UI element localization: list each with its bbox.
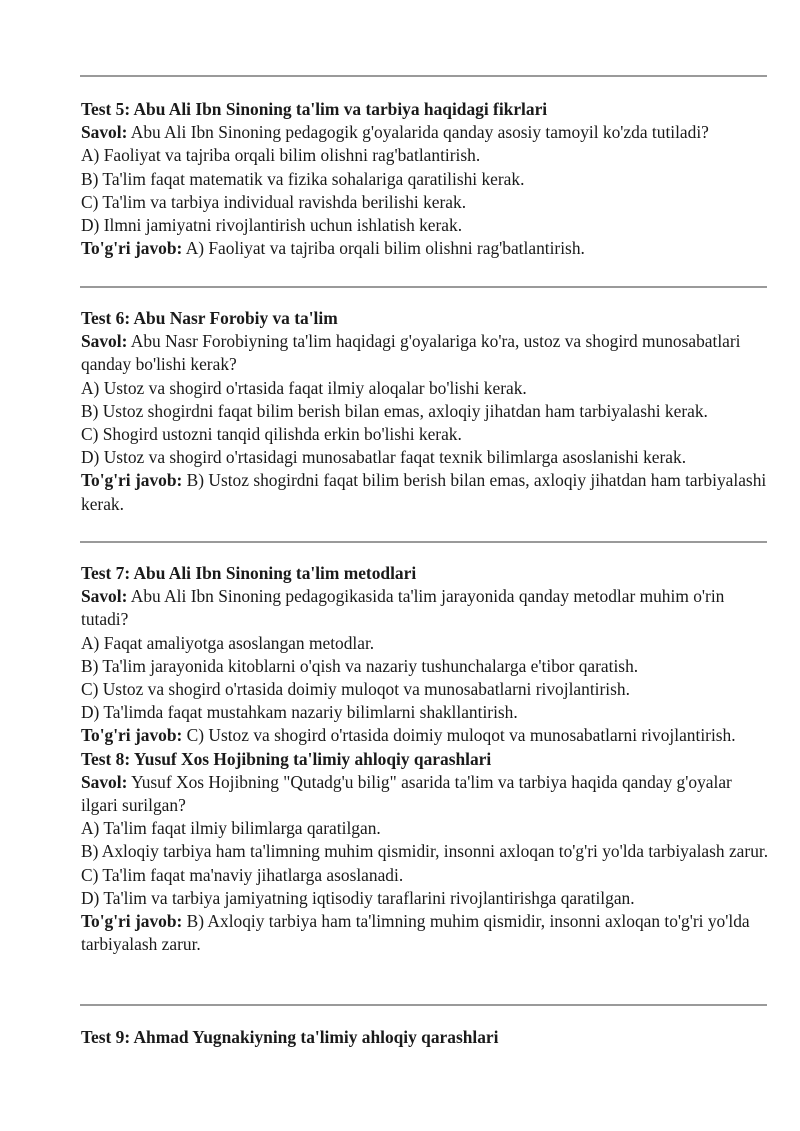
test-title: Test 9: Ahmad Yugnakiyning ta'limiy ahloqiy qarashlari — [81, 1027, 499, 1047]
option-d: D) Ustoz va shogird o'rtasidagi munosabatlar faqat texnik bilimlarga asoslanishi kerak. — [81, 447, 687, 468]
divider — [80, 541, 767, 543]
option-a: A) Ustoz va shogird o'rtasida faqat ilmiy aloqalar bo'lishi kerak. — [81, 377, 527, 398]
test-6-block — [81, 307, 771, 516]
correct-answer-text: A) Faoliyat va tajriba orqali bilim olishni rag'batlantirish. — [185, 238, 585, 259]
correct-answer-label: To'g'ri javob: — [81, 911, 183, 932]
divider — [80, 1004, 767, 1006]
question-text: Abu Nasr Forobiyning ta'lim haqidagi g'oyalariga ko'ra, ustoz va shogird munosabatlari qanday bo'lishi kerak? — [81, 331, 741, 375]
question — [81, 771, 771, 817]
correct-answer-label: To'g'ri javob: — [81, 238, 183, 259]
question — [81, 330, 771, 376]
correct-answer — [81, 910, 771, 956]
correct-answer — [81, 724, 771, 747]
divider — [80, 286, 767, 288]
option-a: A) Faqat amaliyotga asoslangan metodlar. — [81, 632, 375, 653]
test-title: Test 7: Abu Ali Ibn Sinoning ta'lim metodlari — [81, 563, 417, 583]
option-a: A) Faoliyat va tajriba orqali bilim olishni rag'batlantirish. — [81, 145, 481, 166]
option-b: B) Ustoz shogirdni faqat bilim berish bilan emas, axloqiy jihatdan ham tarbiyalashi kerak. — [81, 400, 708, 421]
option-c: C) Shogird ustozni tanqid qilishda erkin bo'lishi kerak. — [81, 424, 462, 445]
test-title: Test 8: Yusuf Xos Hojibning ta'limiy ahloqiy qarashlari — [81, 748, 492, 769]
option-a: A) Ta'lim faqat ilmiy bilimlarga qaratilgan. — [81, 818, 381, 839]
option-b: B) Ta'lim jarayonida kitoblarni o'qish va nazariy tushunchalarga e'tibor qaratish. — [81, 655, 639, 676]
correct-answer — [81, 469, 771, 515]
correct-answer-text: B) Axloqiy tarbiya ham ta'limning muhim qismidir, insonni axloqan to'g'ri yo'lda tarbiyalash zarur. — [81, 911, 750, 955]
correct-answer-text: B) Ustoz shogirdni faqat bilim berish bilan emas, axloqiy jihatdan ham tarbiyalashi kerak. — [81, 470, 767, 514]
test-7-block — [81, 562, 771, 956]
option-d: D) Ilmni jamiyatni rivojlantirish uchun ishlatish kerak. — [81, 215, 463, 236]
correct-answer-label: To'g'ri javob: — [81, 470, 183, 491]
question — [81, 121, 771, 144]
question-text: Yusuf Xos Hojibning "Qutadg'u bilig" asarida ta'lim va tarbiya haqida qanday g'oyalar ilgari surilgan? — [81, 771, 732, 816]
correct-answer-label: To'g'ri javob: — [81, 725, 183, 746]
correct-answer — [81, 237, 771, 260]
option-b: B) Axloqiy tarbiya ham ta'limning muhim qismidir, insonni axloqan to'g'ri yo'lda tarbiyalash zarur. — [81, 841, 769, 862]
question-label: Savol: — [81, 331, 128, 352]
question-text: Abu Ali Ibn Sinoning pedagogik g'oyalarida qanday asosiy tamoyil ko'zda tutiladi? — [130, 122, 709, 143]
test-5-block — [81, 98, 771, 260]
question-label: Savol: — [81, 771, 128, 792]
option-c: C) Ta'lim va tarbiya individual ravishda berilishi kerak. — [81, 191, 467, 212]
divider — [80, 75, 767, 77]
test-title: Test 6: Abu Nasr Forobiy va ta'lim — [81, 308, 338, 328]
question — [81, 585, 771, 631]
option-b: B) Ta'lim faqat matematik va fizika sohalariga qaratilishi kerak. — [81, 168, 525, 189]
correct-answer-text: C) Ustoz va shogird o'rtasida doimiy muloqot va munosabatlarni rivojlantirish. — [186, 725, 736, 746]
option-c: C) Ustoz va shogird o'rtasida doimiy muloqot va munosabatlarni rivojlantirish. — [81, 679, 630, 700]
option-c: C) Ta'lim faqat ma'naviy jihatlarga asoslanadi. — [81, 864, 404, 885]
question-label: Savol: — [81, 122, 128, 143]
question-text: Abu Ali Ibn Sinoning pedagogikasida ta'lim jarayonida qanday metodlar muhim o'rin tutadi? — [81, 586, 725, 630]
test-9-block — [81, 1026, 771, 1049]
test-title: Test 5: Abu Ali Ibn Sinoning ta'lim va tarbiya haqidagi fikrlari — [81, 99, 548, 119]
option-d: D) Ta'limda faqat mustahkam nazariy bilimlarni shakllantirish. — [81, 702, 518, 723]
option-d: D) Ta'lim va tarbiya jamiyatning iqtisodiy taraflarini rivojlantirishga qaratilgan. — [81, 887, 635, 908]
question-label: Savol: — [81, 586, 128, 607]
